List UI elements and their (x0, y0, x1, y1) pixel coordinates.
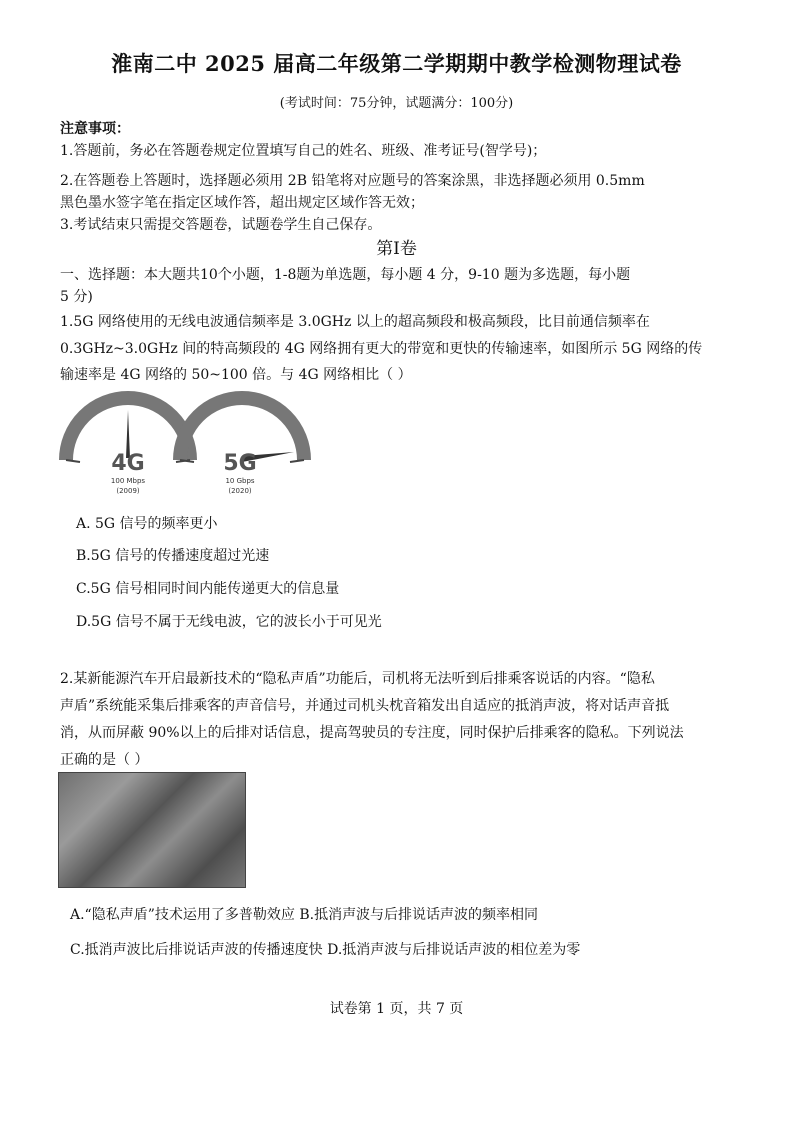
car-interior-photo (58, 772, 246, 888)
q2-text-3: 消，从而屏蔽 90%以上的后排对话信息，提高驾驶员的专注度，同时保护后排乘客的隐私。下列说法 (60, 725, 684, 741)
q1-text-3: 输速率是 4G 网络的 50~100 倍。与 4G 网络相比（ ） (60, 367, 412, 383)
gauge-5g-label: 5G (223, 451, 257, 476)
notice-item-3: 3.考试结束只需提交答题卷，试题卷学生自己保存。 (60, 217, 382, 233)
gauge-4g-rate: 100 Mbps (110, 477, 146, 485)
q2-text-4: 正确的是（ ） (60, 752, 149, 768)
section-heading-cont: 5 分) (60, 289, 93, 305)
q1-option-a: A. 5G 信号的频率更小 (76, 516, 218, 532)
page-footer: 试卷第 1 页，共 7 页 (329, 1001, 464, 1017)
gauge-5g-rate: 10 Gbps (225, 477, 255, 485)
notice-item-2: 2.在答题卷上答题时，选择题必须用 2B 铅笔将对应题号的答案涂黑，非选择题必须用 0.5mm (60, 173, 645, 189)
part-title: 第Ⅰ卷 (376, 239, 417, 259)
q1-text-1: 1.5G 网络使用的无线电波通信频率是 3.0GHz 以上的超高频段和极高频段，比目前通信频率在 (60, 314, 650, 330)
gauge-4g-label: 4G (111, 451, 145, 476)
q1-option-c: C.5G 信号相同时间内能传递更大的信息量 (76, 581, 340, 597)
section-heading: 一、选择题：本大题共10个小题，1-8题为单选题，每小题 4 分，9-10 题为多选题，每小题 (60, 267, 631, 283)
notice-item-2-cont: 黑色墨水签字笔在指定区域作答，超出规定区域作答无效； (60, 195, 424, 211)
q1-option-d: D.5G 信号不属于无线电波，它的波长小于可见光 (76, 614, 382, 630)
exam-info: (考试时间：75分钟，试题满分：100分) (279, 96, 514, 111)
q2-text-1: 2.某新能源汽车开启最新技术的“隐私声盾”功能后，司机将无法听到后排乘客说话的内容。“隐私 (60, 671, 655, 687)
page-title: 淮南二中 2025 届高二年级第二学期期中教学检测物理试卷 (111, 51, 682, 76)
notice-item-1: 1.答题前，务必在答题卷规定位置填写自己的姓名、班级、准考证号(智学号)； (60, 143, 547, 159)
gauge-4g-year: (2009) (116, 487, 140, 495)
q2-options-cd: C.抵消声波比后排说话声波的传播速度快 D.抵消声波与后排说话声波的相位差为零 (70, 942, 581, 958)
notice-heading: 注意事项： (60, 121, 130, 137)
q1-text-2: 0.3GHz~3.0GHz 间的特高频段的 4G 网络拥有更大的带宽和更快的传输速率，如图所示 5G 网络的传 (60, 341, 703, 357)
speed-gauge-figure (58, 390, 318, 502)
gauge-5g-year: (2020) (228, 487, 252, 495)
q2-options-ab: A.“隐私声盾”技术运用了多普勒效应 B.抵消声波与后排说话声波的频率相同 (70, 907, 539, 923)
q2-text-2: 声盾”系统能采集后排乘客的声音信号，并通过司机头枕音箱发出自适应的抵消声波，将对话声音抵 (60, 698, 670, 714)
q1-option-b: B.5G 信号的传播速度超过光速 (76, 548, 270, 564)
